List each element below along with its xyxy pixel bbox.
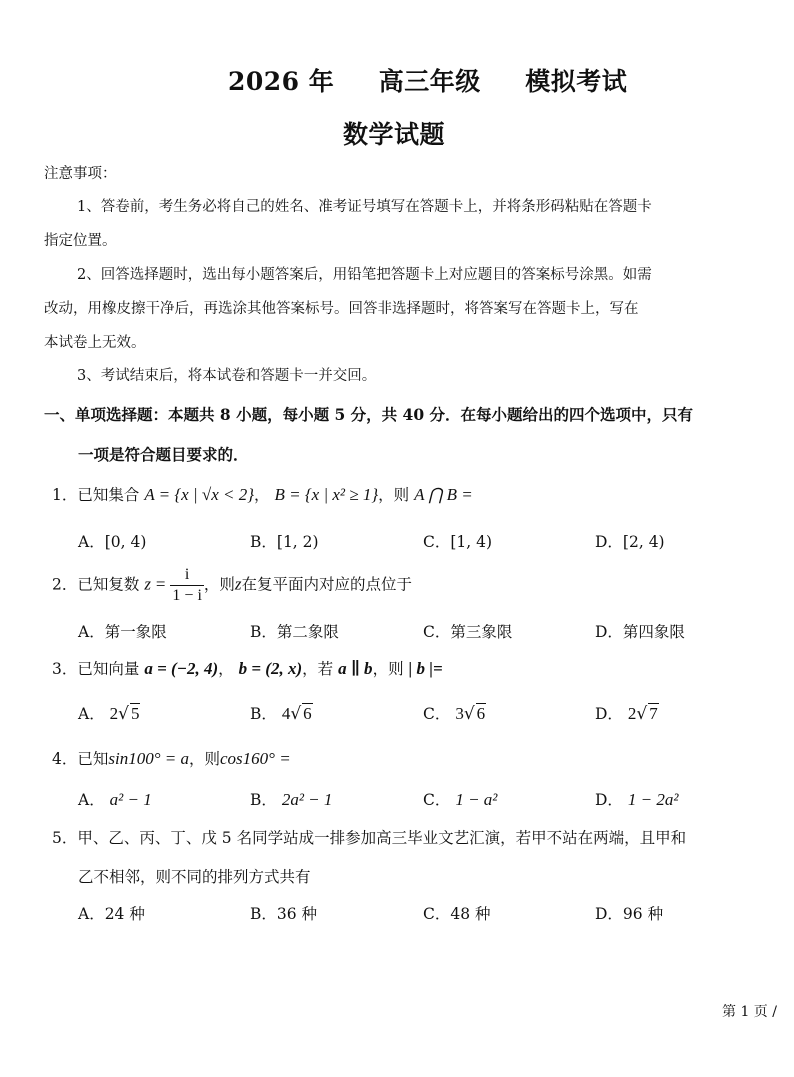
question-1: 1．已知集合 A = {x | √x < 2}， B = {x | x² ≥ 1}，则 A ⋂ B =: [52, 485, 473, 504]
q4-opt-a-label: A．: [78, 791, 105, 809]
q1-then: ，则: [378, 486, 410, 504]
q1-set-b: B = {x | x² ≥ 1}: [274, 485, 379, 504]
q4-opt-d-label: D．: [595, 791, 623, 809]
q2-then: ，则: [203, 575, 235, 594]
q4-opt-b-label: B．: [250, 791, 277, 809]
q4-option-c: [423, 788, 497, 810]
q3-option-d: [595, 702, 659, 724]
note-1b: 指定位置。: [44, 233, 117, 249]
q4-opt-c-expr: 1 − a²: [455, 790, 498, 809]
q5-option-d: D．96 种: [595, 905, 664, 923]
section-heading: 一、单项选择题：本题共 8 小题，每小题 5 分，共 40 分．在每小题给出的四个选项中，只有: [44, 405, 694, 424]
page-number: 第 1 页 /: [722, 1004, 777, 1020]
q4-then: ，则: [189, 750, 221, 768]
q3-option-b: [250, 702, 313, 724]
exam-subtitle: 数学试题: [343, 120, 446, 149]
radical-icon: √: [463, 704, 475, 724]
q3-opt-a-rad: 5: [130, 704, 140, 723]
title-exam: 模拟考试: [525, 67, 628, 96]
q4-ask: cos160° =: [220, 749, 291, 768]
radical-icon: √: [118, 704, 129, 724]
q3-opt-b-label: B．: [250, 705, 277, 723]
note-2b: 改动，用橡皮擦干净后，再选涂其他答案标号。回答非选择题时，将答案写在答题卡上，写在: [44, 301, 639, 317]
q1-set-a: A = {x | √x < 2}: [144, 485, 255, 504]
q3-then: ，则: [372, 660, 404, 678]
q3-opt-c-rad: 6: [476, 704, 486, 723]
q2-frac-num: i: [170, 565, 203, 586]
q2-var: z: [144, 574, 151, 594]
q2-equals: =: [155, 574, 166, 594]
q3-opt-b-coef: 4: [281, 704, 291, 723]
q3-option-c: [423, 702, 486, 724]
q2-fraction: [170, 565, 203, 606]
q5-number: 5．: [52, 829, 78, 847]
notes-heading: 注意事项：: [44, 166, 117, 182]
q4-given: sin100° = a: [108, 749, 189, 768]
q3-opt-b-rad: 6: [303, 704, 312, 723]
q2-frac-den: 1 − i: [172, 587, 202, 604]
q3-opt-c-coef: 3: [455, 704, 464, 723]
q2-option-d: D．第四象限: [595, 623, 685, 641]
question-2: [52, 565, 412, 606]
q2-option-a: A．第一象限: [78, 623, 167, 641]
question-5: [52, 826, 686, 848]
question-4: [52, 747, 291, 769]
q2-number: 2．: [52, 575, 78, 594]
q3-opt-a-coef: 2: [109, 704, 119, 723]
q2-prefix: 已知复数: [77, 575, 140, 594]
note-3: 3、考试结束后，将本试卷和答题卡一并交回。: [77, 368, 377, 384]
q5-line1: 甲、乙、丙、丁、戊 5 名同学站成一排参加高三毕业文艺汇演，若甲不站在两端，且甲和: [77, 829, 687, 847]
section-heading-cont: 一项是符合题目要求的．: [78, 445, 249, 464]
note-2a: 2、回答选择题时，选出每小题答案后，用铅笔把答题卡上对应题目的答案标号涂黑。如需: [77, 267, 652, 283]
question-3: 3．已知向量 a = (−2, 4)， b = (2, x)，若 a ∥ b，则 | b |=: [52, 659, 443, 678]
q3-number: 3．: [52, 660, 78, 678]
q3-opt-d-coef: 2: [627, 704, 637, 723]
q4-option-a: [78, 788, 152, 810]
q2-option-c: C．第三象限: [423, 623, 513, 641]
q1-option-d: D．[2, 4): [595, 533, 665, 551]
q5-line2: 乙不相邻，则不同的排列方式共有: [78, 868, 311, 886]
q1-prefix: 已知集合: [77, 486, 140, 504]
q4-opt-c-label: C．: [423, 791, 451, 809]
q3-opt-d-rad: 7: [649, 704, 658, 723]
radical-icon: √: [636, 704, 648, 724]
q1-number: 1．: [52, 486, 78, 504]
q2-ask: 在复平面内对应的点位于: [241, 575, 413, 594]
q4-prefix: 已知: [77, 750, 109, 768]
q4-option-d: [595, 788, 678, 810]
q3-ask: | b |=: [408, 659, 443, 678]
q3-opt-a-label: A．: [78, 705, 105, 723]
q1-ask: A ⋂ B =: [414, 485, 473, 504]
q3-opt-d-label: D．: [595, 705, 623, 723]
q5-option-b: B．36 种: [250, 905, 318, 923]
radical-icon: √: [290, 704, 302, 724]
q3-if: ，若: [302, 660, 334, 678]
q1-option-a: A．[0, 4): [78, 533, 147, 551]
q5-option-a: A．24 种: [78, 905, 145, 923]
q3-vector-b: b = (2, x): [238, 659, 303, 678]
q1-option-c: C．[1, 4): [423, 533, 493, 551]
q2-option-b: B．第二象限: [250, 623, 339, 641]
q4-option-b: [250, 788, 332, 810]
exam-title: [228, 62, 627, 98]
q4-number: 4．: [52, 750, 78, 768]
note-2c: 本试卷上无效。: [44, 335, 146, 351]
q3-prefix: 已知向量: [77, 660, 140, 678]
title-year: 2026 年: [228, 67, 335, 96]
q4-opt-b-expr: 2a² − 1: [281, 790, 333, 809]
q3-opt-c-label: C．: [423, 705, 451, 723]
q3-vector-a: a = (−2, 4): [144, 659, 219, 678]
q2-var-2: z: [234, 574, 242, 594]
note-1a: 1、答卷前，考生务必将自己的姓名、准考证号填写在答题卡上，并将条形码粘贴在答题卡: [77, 199, 652, 215]
q1-option-b: B．[1, 2): [250, 533, 319, 551]
q3-option-a: [78, 702, 140, 724]
q5-option-c: C．48 种: [423, 905, 491, 923]
q4-opt-a-expr: a² − 1: [109, 790, 152, 809]
title-grade: 高三年级: [378, 67, 481, 96]
q4-opt-d-expr: 1 − 2a²: [627, 790, 679, 809]
q3-parallel: a ∥ b: [338, 659, 373, 678]
